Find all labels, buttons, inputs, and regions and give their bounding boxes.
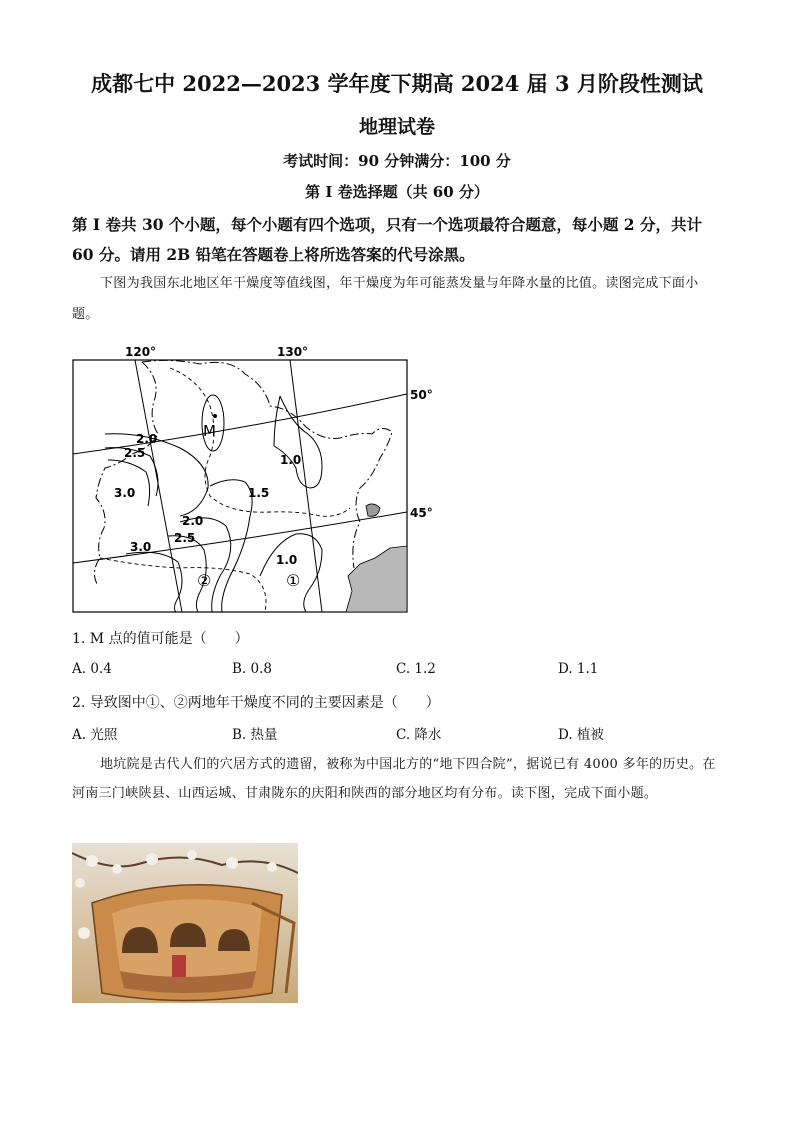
- lon-label-130: 130°: [277, 345, 309, 359]
- area-label-2: ②: [197, 571, 212, 590]
- q1-option-d[interactable]: D. 1.1: [558, 661, 599, 677]
- contour-label: 2.5: [174, 531, 196, 545]
- point-m-label: M: [203, 422, 216, 440]
- contour-label: 1.5: [248, 486, 270, 500]
- contour-label: 2.5: [124, 446, 146, 460]
- parallel-50: [73, 394, 407, 454]
- q1-option-c[interactable]: C. 1.2: [396, 661, 436, 677]
- passage-map-intro: 下图为我国东北地区年干燥度等值线图，年干燥度为年可能蒸发量与年降水量的比值。读图完成下面小题。: [72, 276, 699, 322]
- exam-title: 成都七中 2022—2023 学年度下期高 2024 届 3 月阶段性测试: [91, 71, 703, 96]
- question-1-stem: 1. M 点的值可能是（ ）: [72, 631, 249, 647]
- contour-label: 2.0: [182, 514, 204, 528]
- question-2-stem: 2. 导致图中①、②两地年干燥度不同的主要因素是（ ）: [72, 695, 440, 711]
- subject-title: 地理试卷: [358, 116, 435, 138]
- lake: [366, 504, 380, 516]
- meridian-120: [135, 360, 182, 612]
- lon-label-120: 120°: [125, 345, 157, 359]
- lat-label-50: 50°: [410, 388, 433, 402]
- aridity-contour-map: [60, 336, 440, 618]
- province-boundary-south: [100, 558, 266, 612]
- point-m: [213, 414, 217, 418]
- q1-option-a[interactable]: A. 0.4: [72, 661, 112, 677]
- q1-option-b[interactable]: B. 0.8: [232, 661, 272, 677]
- q2-option-b[interactable]: B. 热量: [232, 727, 278, 743]
- q2-option-c[interactable]: C. 降水: [396, 727, 442, 743]
- section-instructions: 第 I 卷共 30 个小题，每个小题有四个选项，只有一个选项最符合题意，每小题 2 分，共计 60 分。请用 2B 铅笔在答题卷上将所选答案的代号涂黑。: [72, 215, 702, 264]
- contour-label: 1.0: [280, 453, 302, 467]
- section-heading: 第 I 卷选择题（共 60 分）: [305, 183, 489, 201]
- lat-label-45: 45°: [410, 506, 433, 520]
- contour-label: 1.0: [276, 553, 298, 567]
- contour-3-0-south: [126, 552, 182, 612]
- area-label-1: ①: [286, 571, 301, 590]
- contour-label: 3.0: [130, 540, 152, 554]
- dikengyuan-photo: [72, 843, 298, 1003]
- contour-label: 2.0: [136, 432, 158, 446]
- exam-info: 考试时间：90 分钟满分：100 分: [283, 152, 511, 170]
- contour-1-0-north: [274, 396, 322, 488]
- contour-label: 3.0: [114, 486, 136, 500]
- passage-dikengyuan-intro: 地坑院是古代人们的穴居方式的遗留，被称为中国北方的“地下四合院”，据说已有 4000 多年的历史。在河南三门峡陕县、山西运城、甘肃陇东的庆阳和陕西的部分地区均有分布。读下图，完成下面小题。: [72, 757, 716, 801]
- q2-option-d[interactable]: D. 植被: [558, 727, 604, 743]
- sea-area: [346, 546, 407, 612]
- q2-option-a[interactable]: A. 光照: [72, 727, 118, 743]
